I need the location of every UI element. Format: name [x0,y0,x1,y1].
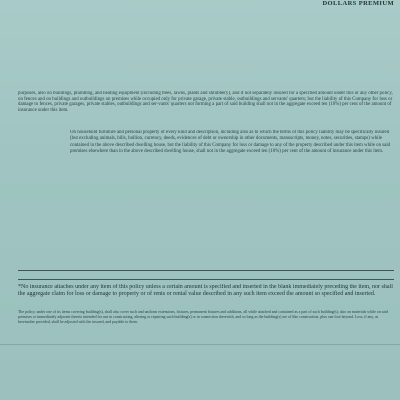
blank-line [18,279,394,280]
fold-line [0,344,400,345]
blank-line [18,270,394,271]
no-insurance-notice: *No insurance attaches under any item of this policy unless a certain amount is specified and inserted in the blank immediately preceding the item, nor shall the aggregate claim for loss or damage to property or of rents or rental value described in any such item exceed the amount so specified and inserted. [18,284,393,298]
household-conditions: On household furniture and personal property of every kind and description, including also as to which the terms of this policy liability may be specifically insured (but excluding animals, bills, bullion, currency, deeds, evidences of debt or ownership in other documents, manuscripts, money, notes, securities, stamps) while contained in the above described dwelling house, but the liability of this Company for loss or damage to any of the property described under this item while on said premises elsewhere than in the above described dwelling house, shall not in the aggregate exceed ten (10%) per cent of the amount of insurance under this item. [70,130,391,154]
premium-header: DOLLARS PREMIUM [322,0,394,7]
fine-print: The policy, under one of its items covering building(s), shall also cover such and uniform extensions, fixtures, permanent fixtures and additions, all while attached and contained as a part of such building(s); also on materials while on said premises or immediately adjacent thereto intended for use in constructing, altering or repairing such building(s) or in connection therewith, and so long as the building(s) are of like construction, plus one foot beyond. Loss, if any, as hereinafter provided, shall be adjusted with the insured, and payable to them. [18,310,388,324]
dwelling-conditions: purposes, also on buildings, plumbing, and heating equipment (including trees, lawns, plants and shrubbery), and if not separately insured for a specified amount under this or any other policy, on fences and on buildings and outbuildings on premises while occupied only for private garage, private stable, outbuildings and servants' quarters; but the liability of this Company for loss or damage to fences, private garages, private stables, outbuildings and ser-vants' quarters not forming a part of said building shall not in the aggregate exceed ten (10%) per cent of the amount of insurance under this item. [18,91,393,113]
